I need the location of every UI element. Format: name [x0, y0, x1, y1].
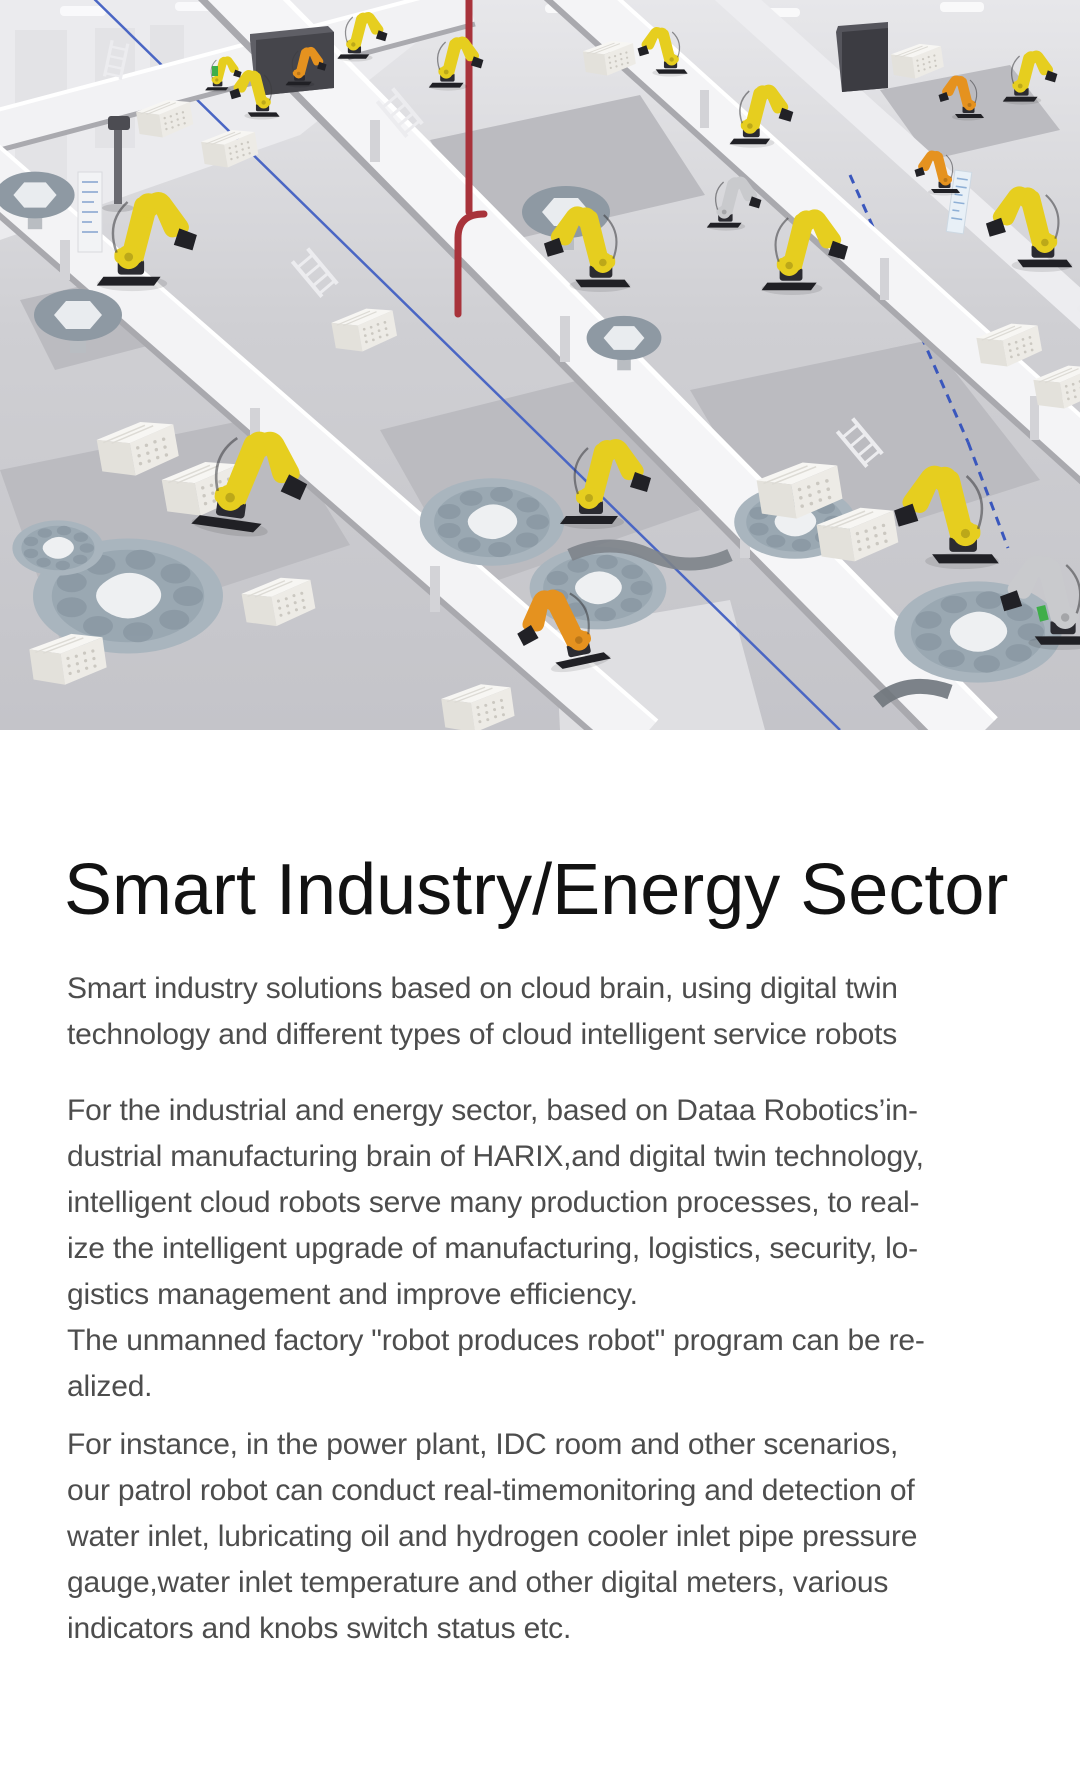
text-line: technology and different types of cloud intelligent service robots [67, 1018, 898, 1051]
article [0, 848, 1080, 1652]
intro-paragraph [67, 966, 1020, 1058]
text-line: For the industrial and energy sector, based on Dataa Robotics’in- [67, 1094, 918, 1127]
page-title: Smart Industry/Energy Sector [64, 850, 1009, 930]
factory-scene-illustration [0, 0, 1080, 730]
text-line: gauge,water inlet temperature and other digital meters, various [67, 1566, 889, 1599]
text-line: dustrial manufacturing brain of HARIX,and digital twin technology, [67, 1140, 924, 1173]
text-line: Smart industry solutions based on cloud brain, using digital twin [67, 972, 898, 1005]
hero-image [0, 0, 1080, 730]
body-paragraph-2 [67, 1422, 1020, 1652]
text-line: alized. [67, 1370, 153, 1403]
text-line: our patrol robot can conduct real-timemonitoring and detection of [67, 1474, 915, 1507]
text-line: The unmanned factory "robot produces robot" program can be re- [67, 1324, 925, 1357]
text-line: indicators and knobs switch status etc. [67, 1612, 572, 1645]
text-line: intelligent cloud robots serve many production processes, to real- [67, 1186, 920, 1219]
text-line: ize the intelligent upgrade of manufacturing, logistics, security, lo- [67, 1232, 918, 1265]
text-line: For instance, in the power plant, IDC room and other scenarios, [67, 1428, 899, 1461]
text-line: water inlet, lubricating oil and hydrogen cooler inlet pipe pressure [67, 1520, 918, 1553]
text-line: gistics management and improve efficiency. [67, 1278, 638, 1311]
body-paragraph-1 [67, 1088, 1020, 1410]
